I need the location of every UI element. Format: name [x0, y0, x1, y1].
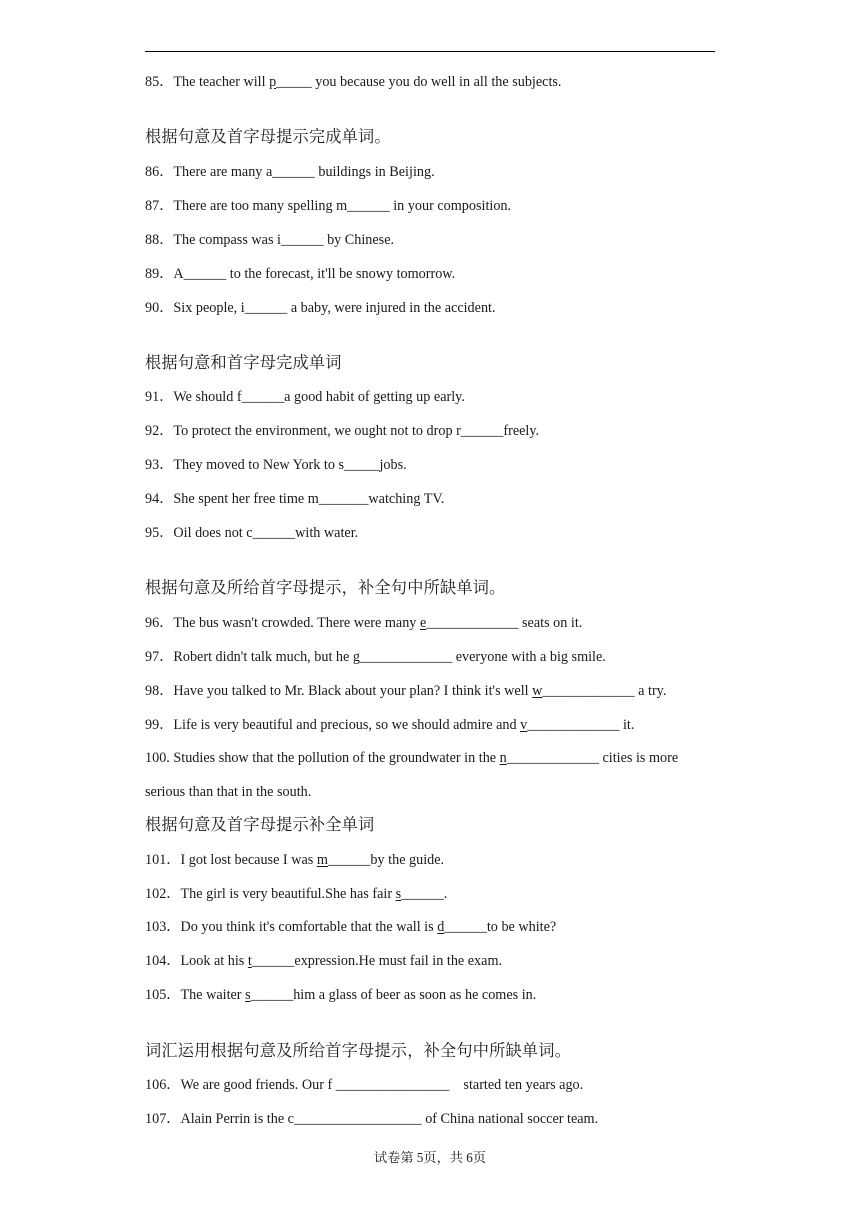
question-105: 105．The waiter s______him a glass of beer as soon as he comes in.	[145, 987, 537, 1003]
question-100-continued: serious than that in the south.	[145, 784, 312, 800]
question-107: 107．Alain Perrin is the c__________________ of China national soccer team.	[145, 1111, 599, 1127]
question-89: 89．A______ to the forecast, it'll be snowy tomorrow.	[145, 266, 456, 282]
question-96: 96．The bus wasn't crowded. There were many e_____________ seats on it.	[145, 615, 583, 631]
question-85: 85．The teacher will p_____ you because you do well in all the subjects.	[145, 74, 562, 90]
question-97: 97．Robert didn't talk much, but he g_____________ everyone with a big smile.	[145, 649, 606, 665]
section-heading: 根据句意和首字母完成单词	[145, 354, 342, 372]
section-heading: 根据句意及所给首字母提示，补全句中所缺单词。	[145, 579, 506, 597]
question-95: 95．Oil does not c______with water.	[145, 525, 359, 541]
section-heading: 根据句意及首字母提示完成单词。	[145, 128, 391, 146]
question-90: 90．Six people, i______ a baby, were injured in the accident.	[145, 300, 496, 316]
question-103: 103．Do you think it's comfortable that the wall is d______to be white?	[145, 919, 557, 935]
section-heading: 根据句意及首字母提示补全单词	[145, 816, 375, 834]
question-100: 100. Studies show that the pollution of the groundwater in the n_____________ cities is more	[145, 750, 679, 766]
question-104: 104．Look at his t______expression.He must fail in the exam.	[145, 953, 503, 969]
section-heading: 词汇运用根据句意及所给首字母提示，补全句中所缺单词。	[145, 1042, 572, 1060]
header-rule	[145, 51, 715, 52]
question-87: 87．There are too many spelling m______ in your composition.	[145, 198, 512, 214]
question-94: 94．She spent her free time m_______watching TV.	[145, 491, 445, 507]
question-86: 86．There are many a______ buildings in Beijing.	[145, 164, 435, 180]
question-99: 99．Life is very beautiful and precious, so we should admire and v_____________ it.	[145, 717, 635, 733]
page-footer: 试卷第 5页，共 6页	[373, 1150, 487, 1165]
question-88: 88．The compass was i______ by Chinese.	[145, 232, 395, 248]
question-91: 91．We should f______a good habit of getting up early.	[145, 389, 465, 405]
question-93: 93．They moved to New York to s_____jobs.	[145, 457, 407, 473]
question-106: 106．We are good friends. Our f ________________ started ten years ago.	[145, 1077, 584, 1093]
question-102: 102．The girl is very beautiful.She has fair s______.	[145, 886, 448, 902]
question-101: 101．I got lost because I was m______by the guide.	[145, 852, 445, 868]
question-98: 98．Have you talked to Mr. Black about your plan? I think it's well w_____________ a try.	[145, 683, 667, 699]
question-92: 92．To protect the environment, we ought not to drop r______freely.	[145, 423, 540, 439]
